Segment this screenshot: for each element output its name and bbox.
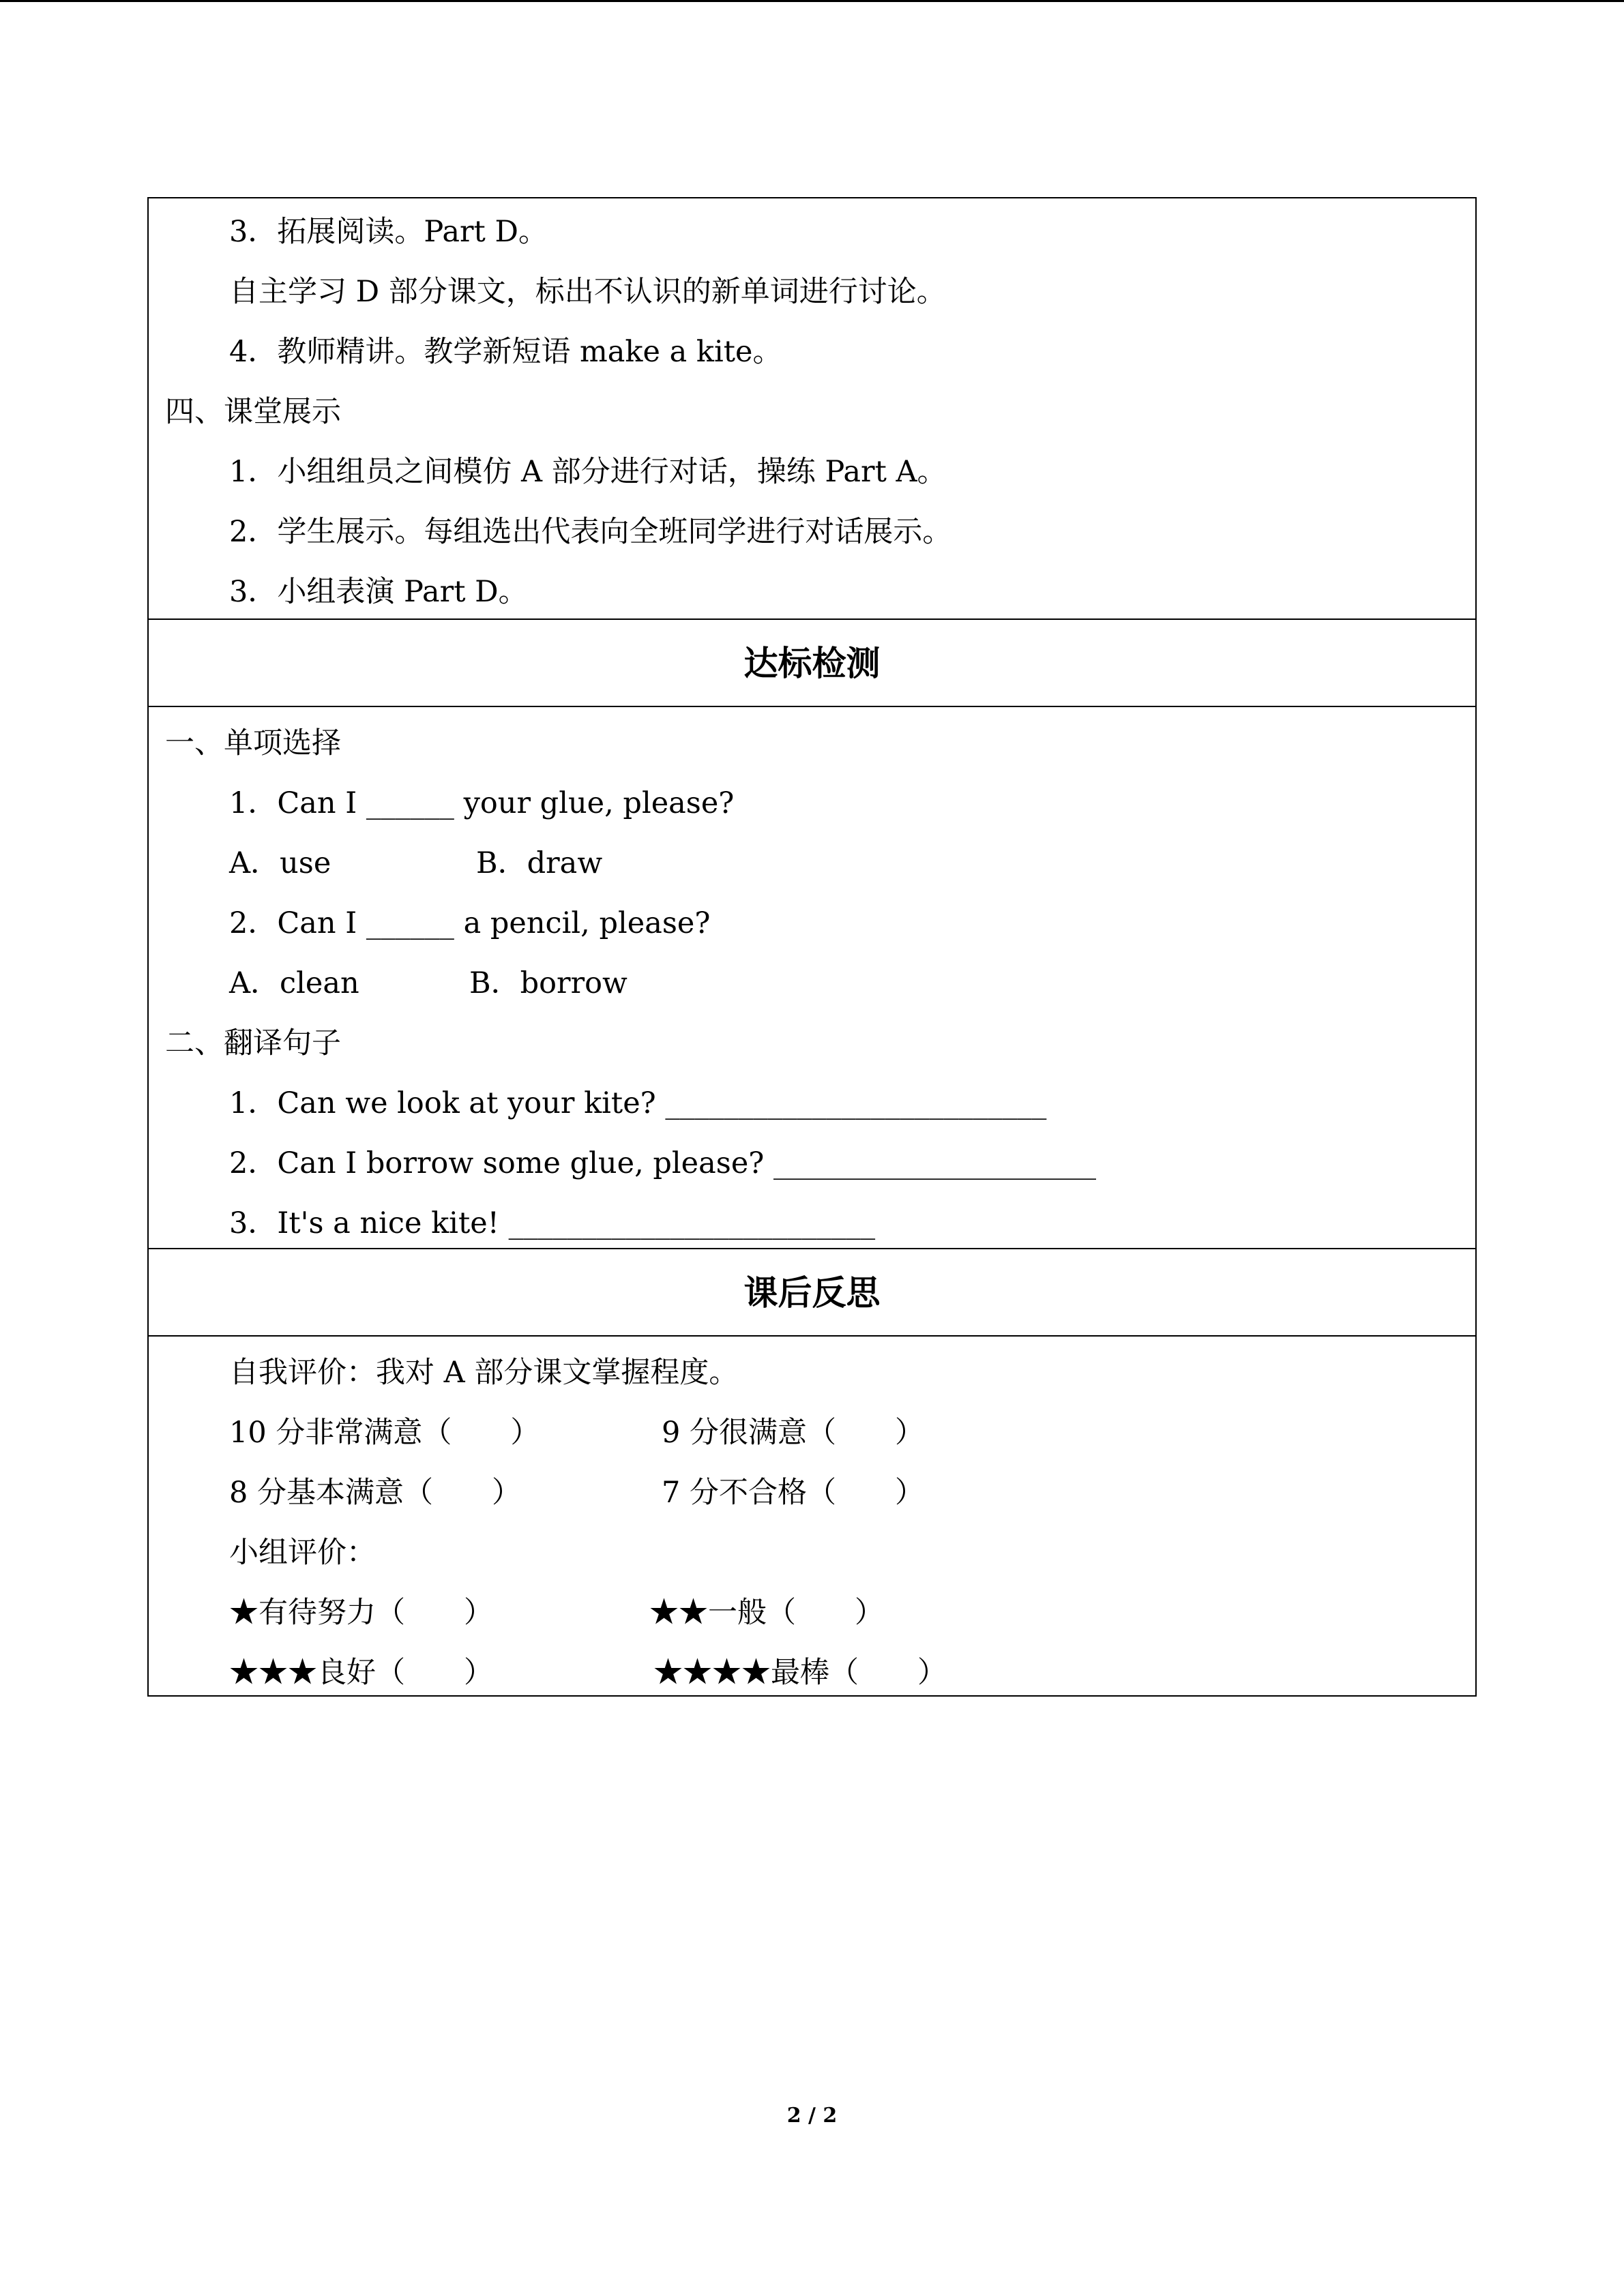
text-line: 3．拓展阅读。Part D。 — [229, 215, 548, 249]
section-heading: 二、翻译句子 — [165, 1026, 341, 1060]
text-line: 1．小组组员之间模仿 A 部分进行对话，操练 Part A。 — [229, 455, 947, 489]
translation-line: 3．It's a nice kite! _________________________ — [229, 1206, 876, 1240]
option-b: B．borrow — [469, 966, 628, 1000]
text-line: 自主学习 D 部分课文，标出不认识的新单词进行讨论。 — [229, 275, 946, 309]
section-title-assessment: 达标检测 — [743, 644, 881, 683]
star-rating-option: ★有待努力（ ） — [229, 1596, 493, 1630]
rating-option: 7 分不合格（ ） — [662, 1476, 925, 1510]
translation-line: 2．Can I borrow some glue, please? ______________________ — [229, 1146, 1096, 1180]
row-divider — [149, 618, 1475, 620]
rating-option: 9 分很满意（ ） — [662, 1416, 925, 1450]
option-a: A．use — [229, 846, 331, 880]
text-line: 3．小组表演 Part D。 — [229, 575, 528, 609]
star-rating-option: ★★★★最棒（ ） — [653, 1656, 947, 1690]
rating-option: 8 分基本满意（ ） — [229, 1476, 522, 1510]
section-title-reflection: 课后反思 — [743, 1273, 881, 1313]
option-b: B．draw — [476, 846, 603, 880]
row-divider — [149, 1248, 1475, 1249]
top-border-line — [0, 0, 1624, 2]
rating-option: 10 分非常满意（ ） — [229, 1416, 540, 1450]
group-evaluation-label: 小组评价： — [229, 1536, 376, 1570]
translation-line: 1．Can we look at your kite? __________________________ — [229, 1086, 1047, 1120]
page-number: 2 / 2 — [786, 2104, 838, 2128]
section-heading: 四、课堂展示 — [165, 395, 341, 429]
question-line: 2．Can I ______ a pencil, please? — [229, 906, 711, 940]
star-rating-option: ★★一般（ ） — [649, 1596, 884, 1630]
option-a: A．clean — [229, 966, 359, 1000]
row-divider — [149, 706, 1475, 707]
lesson-table — [147, 197, 1477, 1697]
row-divider — [149, 1335, 1475, 1337]
self-evaluation-label: 自我评价：我对 A 部分课文掌握程度。 — [229, 1356, 739, 1390]
section-heading: 一、单项选择 — [165, 726, 341, 760]
text-line: 4．教师精讲。教学新短语 make a kite。 — [229, 335, 782, 369]
text-line: 2．学生展示。每组选出代表向全班同学进行对话展示。 — [229, 515, 952, 549]
question-line: 1．Can I ______ your glue, please? — [229, 786, 735, 820]
star-rating-option: ★★★良好（ ） — [229, 1656, 493, 1690]
